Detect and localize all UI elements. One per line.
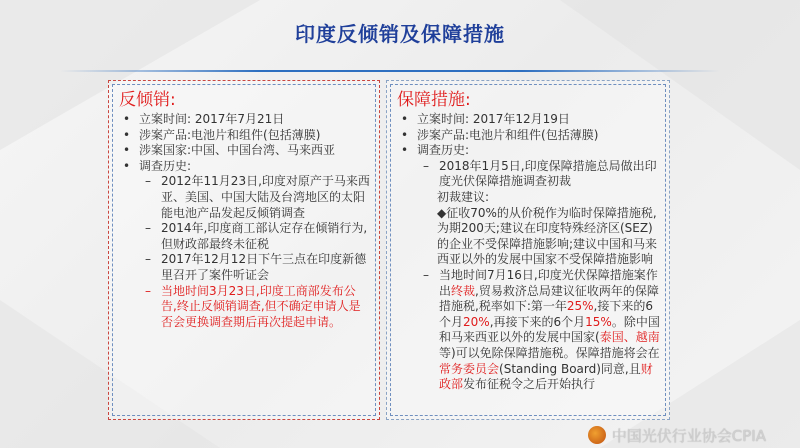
history-label: 调查历史: <box>139 158 192 173</box>
list-item: • 立案时间: 2017年7月21日 <box>117 112 371 128</box>
page-title: 印度反倾销及保障措施 <box>295 22 505 46</box>
history-item: – 当地时间7月16日,印度光伏保障措施案作出终裁,贸易救济总局建议征收两年的保障措施税,税率如下:第一年25%,接下来的6个月20%,再接下来的6个月15%。除中国和马来西亚以外的发展中国家(泰国、越南等)可以免除保障措施税。保障措施将会在常务委员会(Standing Board)同意,且财政部发布征税令之后开始执行 <box>417 268 661 393</box>
list-item <box>395 143 661 393</box>
title-underline <box>60 70 720 72</box>
safeguard-list <box>395 112 661 393</box>
rate-6months: 20% <box>463 314 490 329</box>
safeguard-panel <box>386 80 670 420</box>
history-item: – 2017年12月12日下午三点在印度新德里召开了案件听证会 <box>139 252 371 283</box>
history-item: – 2012年11月23日,印度对原产于马来西亚、美国、中国大陆及台湾地区的太阳能电池产品发起反倾销调查 <box>139 174 371 221</box>
exempt-countries: 泰国、越南 <box>599 330 660 345</box>
safeguard-heading: 保障措施: <box>397 90 471 110</box>
history-item: – 2018年1月5日,印度保障措施总局做出印度光伏保障措施调查初裁 <box>417 159 661 190</box>
ruling-label: 初裁建议: <box>437 189 490 204</box>
logo-icon <box>588 426 606 444</box>
ruling-text: ◆征收70%的从价税作为临时保障措施税,为期200天;建议在印度特殊经济区(SEZ)的企业不受保障措施影响;建议中国和马来西亚以外的发展中国家不受保障措施影响 <box>437 205 658 267</box>
rate-next-6months: 15% <box>585 314 612 329</box>
history-item-highlight: – 当地时间3月23日,印度工商部发布公告,终止反倾销调查,但不确定申请人是否会更换调查期后再次提起申请。 <box>139 284 371 331</box>
list-item: • 涉案国家:中国、中国台湾、马来西亚 <box>117 143 371 159</box>
finance-ministry: 财政部 <box>439 361 653 392</box>
anti-dumping-list <box>117 112 371 330</box>
history-item: – 2014年,印度商工部认定存在倾销行为,但财政部最终未征税 <box>139 221 371 252</box>
list-item: • 涉案产品:电池片和组件(包括薄膜) <box>395 128 661 144</box>
final-ruling-text: 终裁 <box>451 283 476 298</box>
standing-committee: 常务委员会 <box>439 361 500 376</box>
anti-dumping-history <box>139 174 371 330</box>
safeguard-final-ruling <box>417 268 661 393</box>
history-label: 调查历史: <box>417 143 470 158</box>
list-item: • 立案时间: 2017年12月19日 <box>395 112 661 128</box>
rate-year1: 25% <box>566 299 594 314</box>
anti-dumping-panel <box>108 80 380 420</box>
list-item: • 涉案产品:电池片和组件(包括薄膜) <box>117 128 371 144</box>
footer-watermark: 中国光伏行业协会CPIA <box>611 427 766 445</box>
safeguard-history <box>417 159 661 190</box>
anti-dumping-heading: 反倾销: <box>119 90 176 110</box>
list-item <box>117 159 371 331</box>
